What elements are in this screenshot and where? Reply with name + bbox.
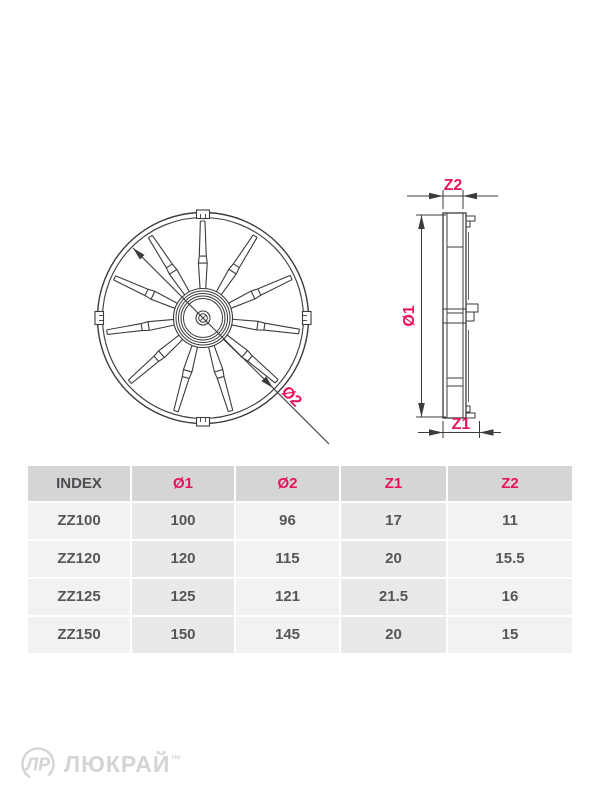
- table-cell: 15.5: [448, 541, 572, 577]
- table-header-d1: Ø1: [132, 466, 234, 501]
- dim-label-z2: Z2: [443, 177, 463, 194]
- table-cell: 121: [236, 579, 339, 615]
- table-header-d2: Ø2: [236, 466, 339, 501]
- table-cell: 150: [132, 617, 234, 653]
- table-cell: 120: [132, 541, 234, 577]
- table-cell: 17: [341, 503, 446, 539]
- brand-name: ЛЮКРАЙ™: [64, 750, 183, 777]
- table-cell: 145: [236, 617, 339, 653]
- table-cell: ZZ150: [28, 617, 130, 653]
- table-cell: 20: [341, 541, 446, 577]
- front-view: [95, 210, 329, 444]
- brand-emblem-icon: [18, 744, 58, 784]
- table-cell: 15: [448, 617, 572, 653]
- table-cell: 96: [236, 503, 339, 539]
- table-cell: 11: [448, 503, 572, 539]
- dim-label-d1: Ø1: [401, 305, 418, 327]
- table-cell: ZZ100: [28, 503, 130, 539]
- dim-label-z1: Z1: [451, 416, 471, 433]
- table-cell: 16: [448, 579, 572, 615]
- side-body: [443, 213, 478, 418]
- dim-diameter1: [416, 215, 446, 417]
- table-cell: ZZ125: [28, 579, 130, 615]
- brand-watermark: [18, 744, 182, 784]
- table-cell: ZZ120: [28, 541, 130, 577]
- table-cell: 21.5: [341, 579, 446, 615]
- table-header-z2: Z2: [448, 466, 572, 501]
- trademark-symbol: ™: [170, 753, 183, 766]
- table-header-z1: Z1: [341, 466, 446, 501]
- dim-label-d2: Ø2: [277, 383, 305, 411]
- table-cell: 100: [132, 503, 234, 539]
- table-header-index: INDEX: [28, 466, 130, 501]
- side-view: [401, 177, 501, 438]
- table-cell: 20: [341, 617, 446, 653]
- svg-text:ЛР: ЛР: [25, 754, 51, 775]
- table-cell: 125: [132, 579, 234, 615]
- dimensions-table: [28, 466, 572, 653]
- table-cell: 115: [236, 541, 339, 577]
